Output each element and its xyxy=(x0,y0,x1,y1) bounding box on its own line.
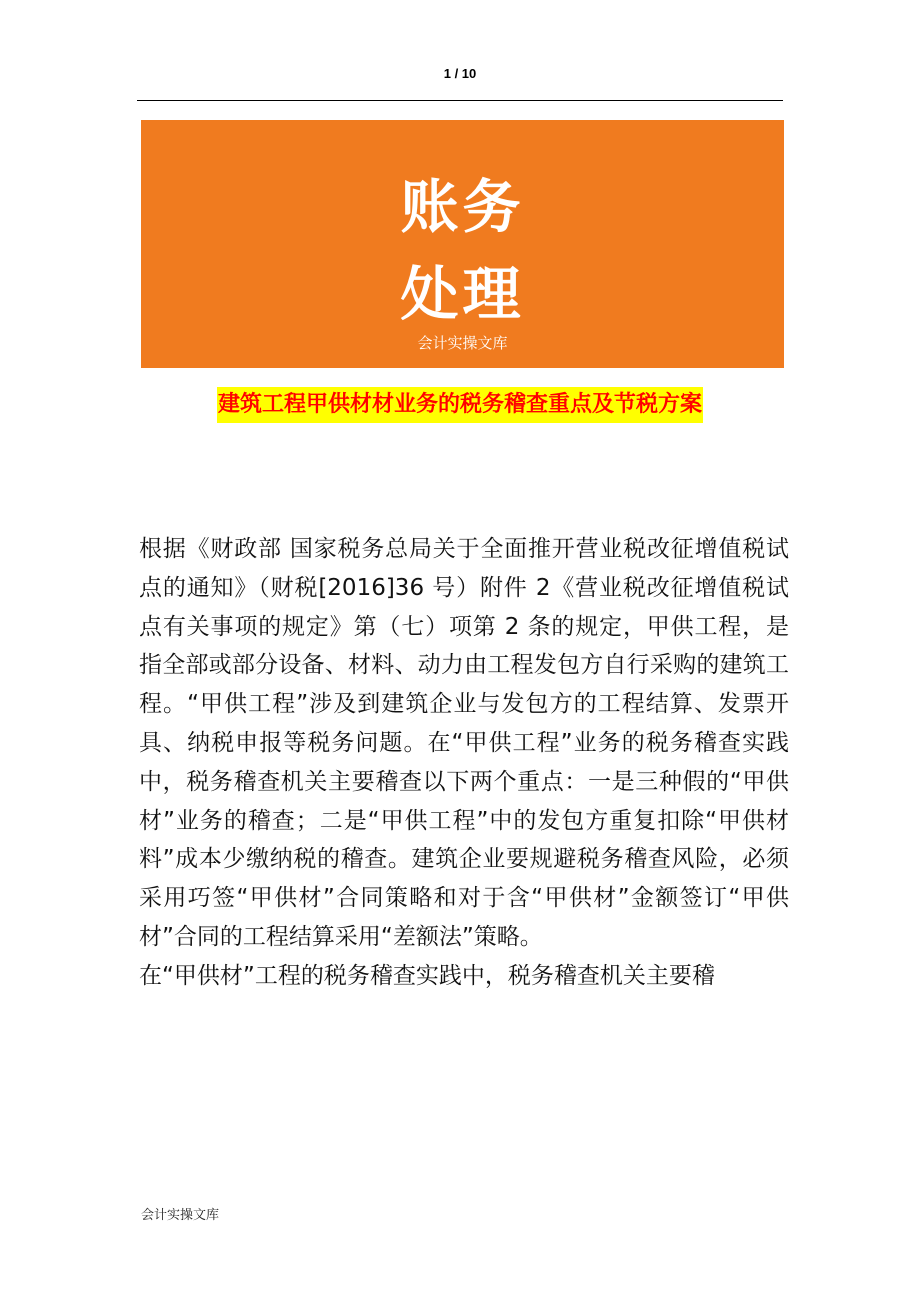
cover-title-line-2: 处理 xyxy=(400,260,525,328)
cover-subtitle: 会计实操文库 xyxy=(417,334,508,352)
cover-banner xyxy=(141,120,784,368)
page-number: 1 / 10 xyxy=(443,66,477,81)
header-divider xyxy=(137,100,783,101)
body-paragraph-1: 根据《财政部 国家税务总局关于全面推开营业税改征增值税试点的通知》（财税[2016]36 号）附件 2《营业税改征增值税试点有关事项的规定》第（七）项第 2 条的规定，甲供工程，是指全部或部分设备、材料、动力由工程发包方自行采购的建筑工程。“甲供工程”涉及到建筑企业与发包方的工程结算、发票开具、纳税申报等税务问题。在“甲供工程”业务的税务稽查实践中，税务稽查机关主要稽查以下两个重点：一是三种假的“甲供材”业务的稽查；二是“甲供工程”中的发包方重复扣除“甲供材料”成本少缴纳税的稽查。建筑企业要规避税务稽查风险，必须采用巧签“甲供材”合同策略和对于含“甲供材”金额签订“甲供材”合同的工程结算采用“差额法”策略。 xyxy=(139,536,789,950)
document-title-container xyxy=(0,387,920,423)
footer-text: 会计实操文库 xyxy=(141,1208,220,1223)
document-title: 建筑工程甲供材材业务的税务稽查重点及节税方案 xyxy=(217,387,703,423)
body-paragraph-2: 在“甲供材”工程的税务稽查实践中，税务稽查机关主要稽 xyxy=(139,962,715,989)
cover-title-line-1: 账务 xyxy=(400,173,525,241)
document-body xyxy=(139,530,789,996)
